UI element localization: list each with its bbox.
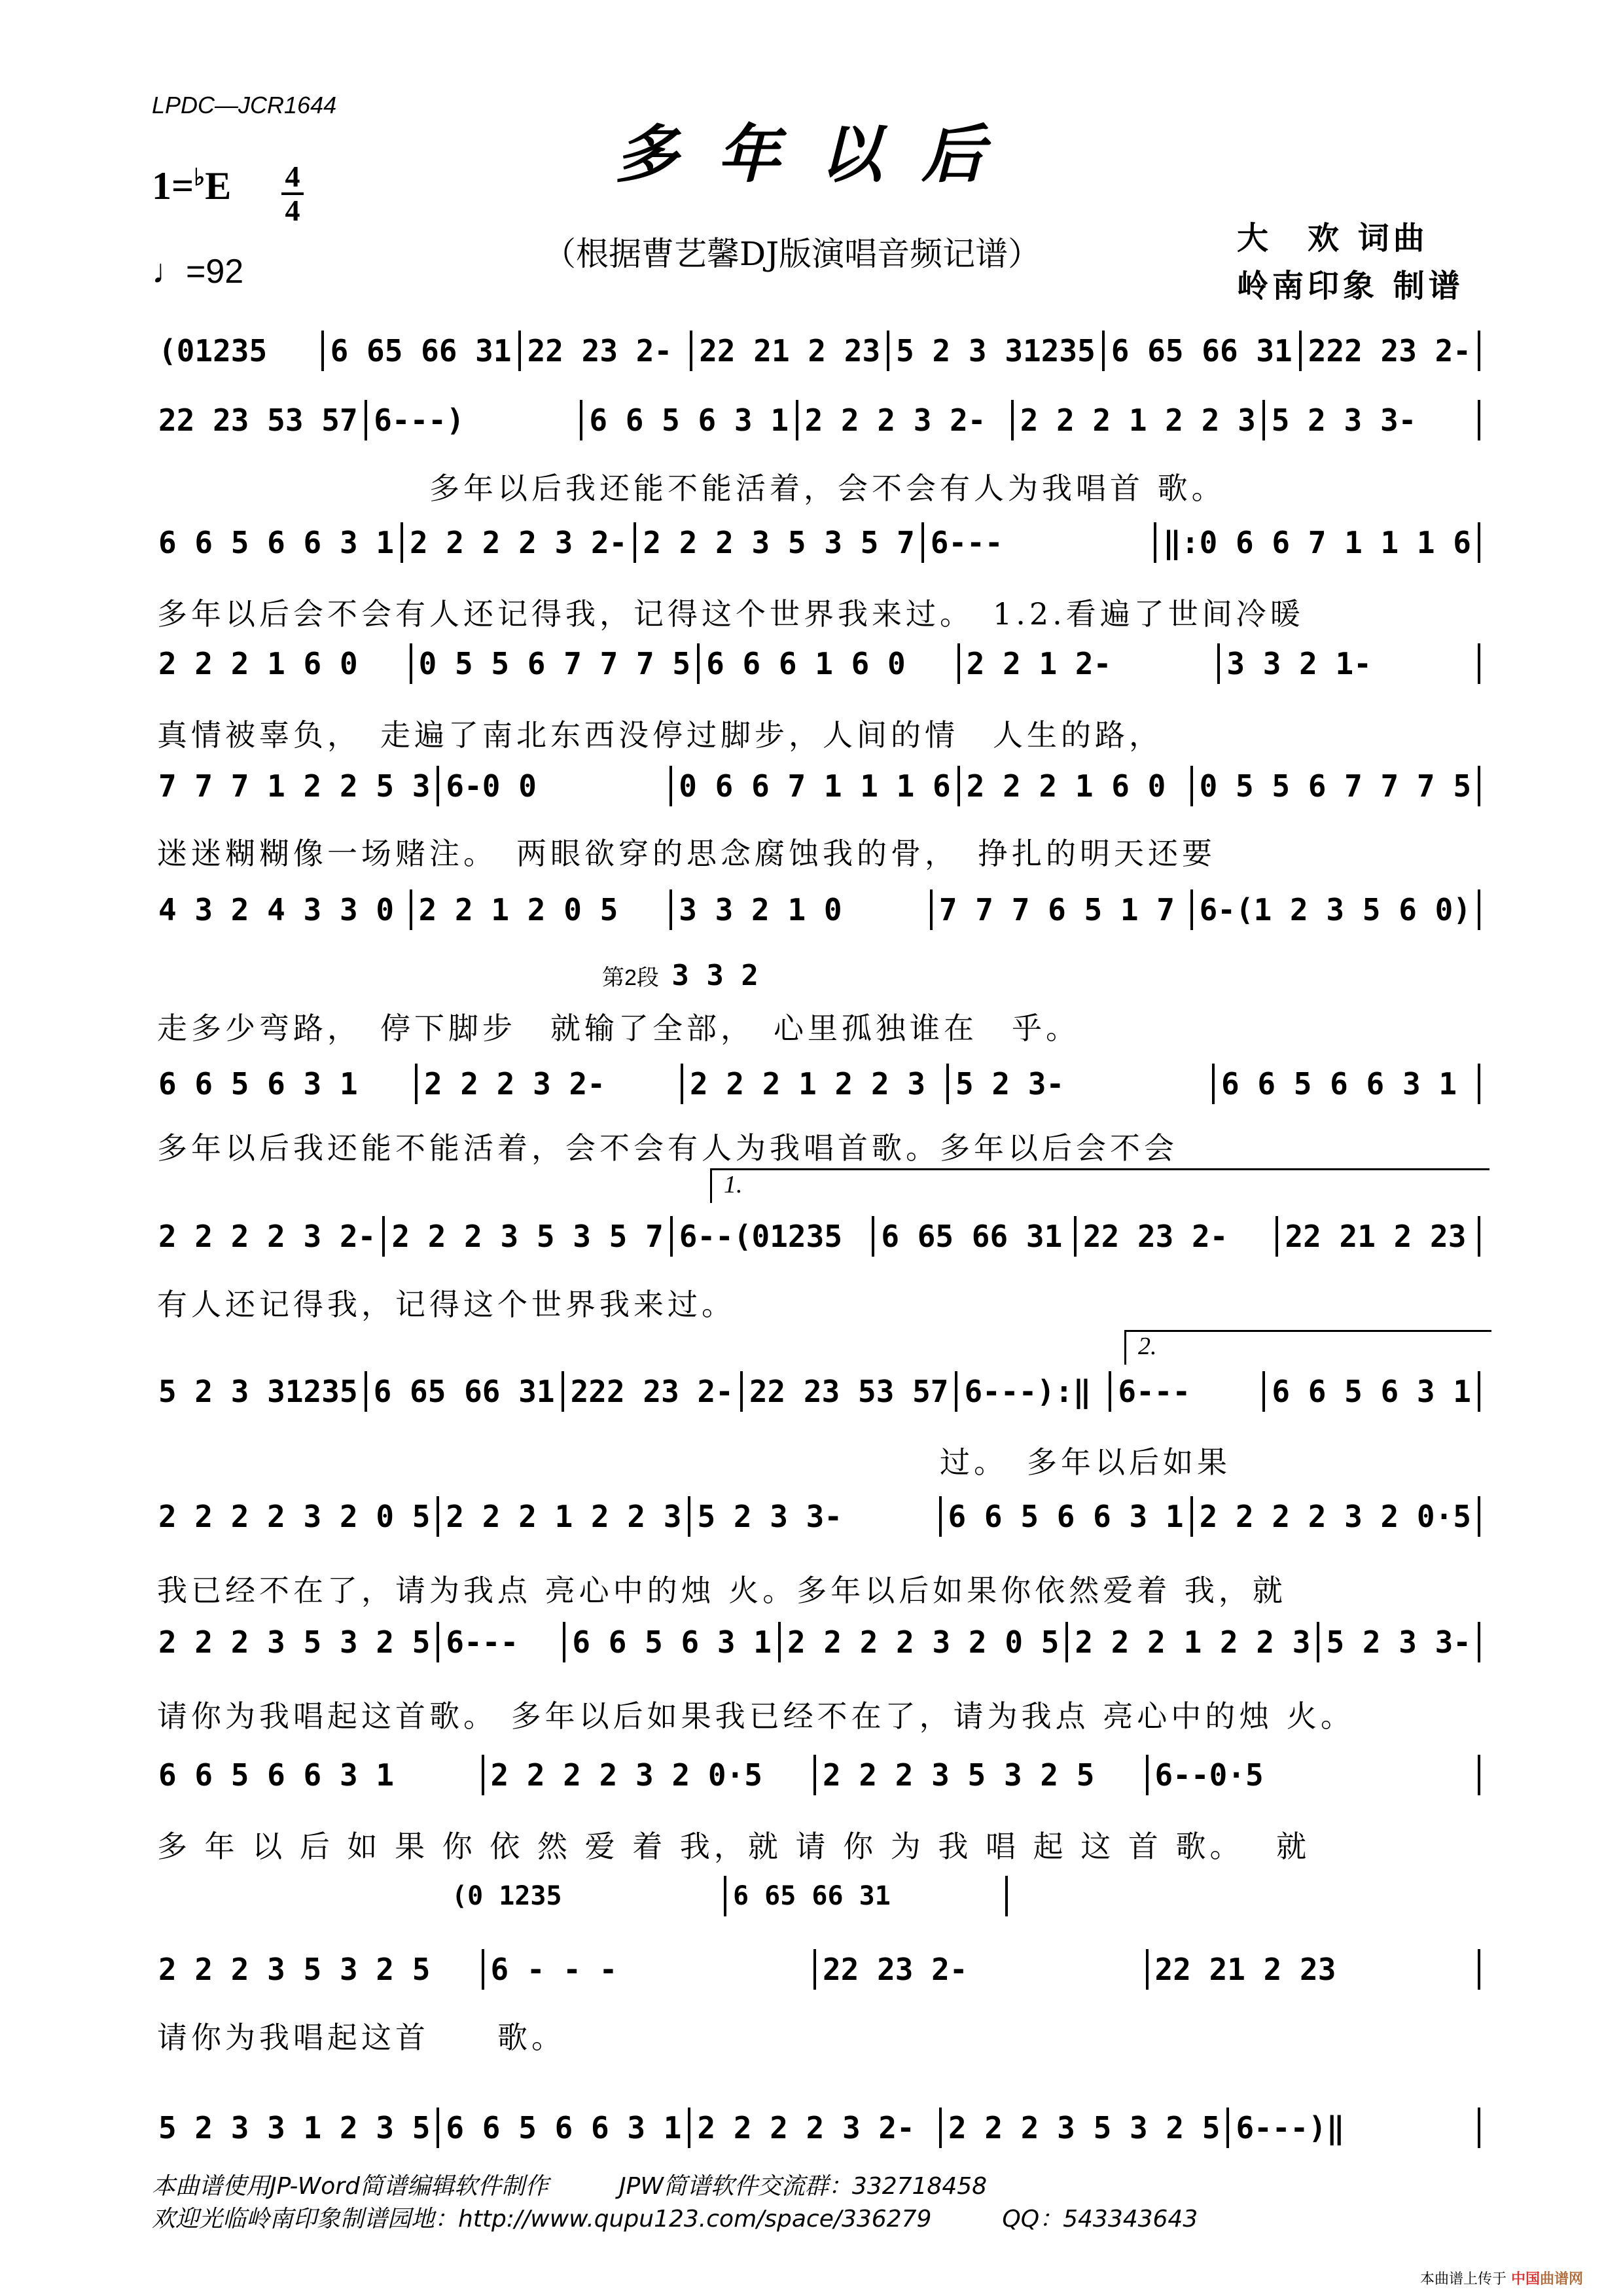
second-verse-notes: 3 3 2: [671, 959, 758, 992]
staff-row: [152, 1949, 1480, 1990]
measure: 6 6 5 6 6 3 1: [942, 1496, 1193, 1537]
subtitle: （根据曹艺馨DJ版演唱音频记谱）: [543, 235, 1041, 273]
staff-row: [152, 1622, 1480, 1662]
measure: 22 23 53 57: [743, 1371, 958, 1412]
measure: 2 2 2 1 2 2 3: [1014, 400, 1265, 440]
measure: ‖:0 6 6 7 1 1 1 6: [1156, 522, 1480, 563]
measure: 5 2 3 3-: [690, 1496, 941, 1537]
lyric-line: 我已经不在了，请为我点 亮心中的烛 火。多年以后如果你依然爱着 我，就: [157, 1573, 1287, 1608]
second-verse-label: 第2段: [602, 965, 659, 990]
measure: 2 2 2 3 5 3 5 7: [385, 1216, 672, 1257]
measure: 22 23 53 57: [152, 400, 367, 440]
measure: 7 7 7 1 2 2 5 3: [152, 766, 439, 806]
lyric-line: 请你为我唱起这首歌。 多年以后如果我已经不在了，请为我点 亮心中的烛 火。: [157, 1698, 1355, 1734]
measure: 2 2 2 3 5 3 2 5: [152, 1949, 484, 1990]
measure: 22 23 2-: [521, 331, 693, 371]
lyricist-credit: 大 欢 词曲: [1237, 220, 1429, 257]
measure: 2 2 2 2 3 2 0·5: [484, 1755, 817, 1795]
measure: 6 6 5 6 3 1: [565, 1622, 781, 1662]
brand-logo-a: 中国: [1511, 2271, 1541, 2287]
measure: 5 2 3 3 1 2 3 5: [152, 2108, 439, 2148]
staff-row: [152, 643, 1480, 684]
measure: 6-0 0: [439, 766, 672, 806]
score-code: LPDC—JCR1644: [152, 92, 337, 118]
staff-row: [152, 1496, 1480, 1537]
measure: 6---):‖: [957, 1371, 1111, 1412]
key-note: E: [205, 164, 232, 207]
measure: 2 2 1 2 0 5: [412, 889, 673, 930]
measure: 2 2 2 1 2 2 3: [1068, 1622, 1319, 1662]
measure: 6 6 5 6 6 3 1: [439, 2108, 690, 2148]
lyric-line: 走多少弯路， 停下脚步 就输了全部， 心里孤独谁在 乎。: [157, 1011, 1080, 1046]
measure: 2 2 2 3 5 3 2 5: [816, 1755, 1149, 1795]
measure: 2 2 2 1 2 2 3: [683, 1064, 949, 1104]
staff-row: [152, 331, 1480, 371]
measure: 5 2 3 31235: [152, 1371, 367, 1412]
measure: 6 65 66 31: [874, 1216, 1077, 1257]
measure: 2 2 2 3 2-: [798, 400, 1014, 440]
measure: 3 3 2 1 0: [672, 889, 933, 930]
measure: 22 21 2 23: [1278, 1216, 1480, 1257]
volta-second: 2.: [1124, 1330, 1491, 1365]
lyric-line: 多年以后会不会有人还记得我，记得这个世界我来过。 1.2.看遍了世间冷暖: [157, 596, 1304, 632]
measure: 6---: [924, 522, 1156, 563]
lyric-line: 真情被辜负， 走遍了南北东西没停过脚步，人间的情 人生的路，: [157, 717, 1163, 753]
measure: 2 2 2 3 5 3 5 7: [636, 522, 923, 563]
measure: 6 6 5 6 3 1: [152, 1064, 418, 1104]
lyric-line: 请你为我唱起这首 歌。: [157, 2020, 565, 2055]
measure: 2 2 2 3 5 3 2 5: [152, 1622, 439, 1662]
volta-first: 1.: [710, 1168, 1489, 1203]
lyric-line: 有人还记得我，记得这个世界我来过。: [157, 1287, 736, 1322]
measure: 5 2 3 3-: [1319, 1622, 1480, 1662]
measure: 2 2 2 2 3 2-: [152, 1216, 385, 1257]
staff-row: [152, 889, 1480, 930]
measure: (0 1235: [445, 1876, 726, 1916]
measure: 3 3 2 1-: [1220, 643, 1480, 684]
staff-row: [152, 2108, 1480, 2148]
staff-row: [152, 1371, 1480, 1412]
staff-row: [152, 522, 1480, 563]
measure: 2 2 2 2 3 2 0 5: [152, 1496, 439, 1537]
measure: 0 5 5 6 7 7 7 5: [1193, 766, 1480, 806]
measure: 5 2 3 3-: [1265, 400, 1480, 440]
footer-software-note: 本曲谱使用JP-Word简谱编辑软件制作 JPW简谱软件交流群：332718458: [152, 2173, 988, 2200]
measure: 6-(1 2 3 5 6 0): [1193, 889, 1480, 930]
lyric-line: 多年以后我还能不能活着，会不会有人为我唱首 歌。: [157, 471, 1226, 506]
measure: 222 23 2-: [1302, 331, 1480, 371]
staff-row: [152, 1064, 1480, 1104]
measure: 6 65 66 31: [324, 331, 521, 371]
lyric-line: 多年以后我还能不能活着，会不会有人为我唱首歌。多年以后会不会: [157, 1130, 1178, 1166]
measure: 6 - - -: [484, 1949, 817, 1990]
measure: 6 6 5 6 6 3 1: [152, 1755, 484, 1795]
measure: 6---)‖: [1229, 2108, 1480, 2148]
measure: 0 5 5 6 7 7 7 5: [412, 643, 700, 684]
measure: 6 65 66 31: [367, 1371, 564, 1412]
measure: 2 2 2 2 3 2 0 5: [781, 1622, 1068, 1662]
measure: 222 23 2-: [564, 1371, 743, 1412]
measure: 6---): [367, 400, 582, 440]
staff-row: [152, 1216, 1480, 1257]
instrumental-row: [445, 1876, 1008, 1916]
lyric-line: 迷迷糊糊像一场赌注。 两眼欲穿的思念腐蚀我的骨， 挣扎的明天还要: [157, 836, 1216, 871]
arranger-credit: 岭南印象 制谱: [1237, 268, 1464, 304]
measure: 22 21 2 23: [1149, 1949, 1481, 1990]
key-label: 1=: [152, 164, 194, 207]
measure: 2 2 2 1 6 0: [152, 643, 412, 684]
lyric-line: 过。 多年以后如果: [157, 1444, 1231, 1480]
brand-logo-b: 曲谱网: [1540, 2271, 1584, 2287]
measure: 7 7 7 6 5 1 7: [933, 889, 1193, 930]
measure: 6 6 5 6 3 1: [582, 400, 798, 440]
measure: 6 6 6 1 6 0: [700, 643, 960, 684]
measure: 6 6 5 6 6 3 1: [1215, 1064, 1480, 1104]
measure: 2 2 2 2 3 2 0·5: [1193, 1496, 1480, 1537]
song-title: 多年以后: [615, 117, 1024, 191]
measure: 5 2 3 31235: [889, 331, 1105, 371]
measure: 6 65 66 31: [726, 1876, 1008, 1916]
measure: 4 3 2 4 3 3 0: [152, 889, 412, 930]
measure: 0 6 6 7 1 1 1 6: [672, 766, 959, 806]
measure: (01235: [152, 331, 324, 371]
measure: 2 2 2 2 3 2-: [403, 522, 636, 563]
measure: 6 6 5 6 3 1: [1265, 1371, 1480, 1412]
measure: 22 23 2-: [816, 1949, 1149, 1990]
measure: 6---: [1111, 1371, 1265, 1412]
upload-label: 本曲谱上传于: [1420, 2271, 1507, 2287]
time-top: 4: [285, 160, 300, 193]
measure: 6 6 5 6 6 3 1: [152, 522, 403, 563]
measure: 5 2 3-: [949, 1064, 1215, 1104]
key-signature: [152, 164, 231, 209]
measure: 22 21 2 23: [692, 331, 889, 371]
measure: 22 23 2-: [1077, 1216, 1279, 1257]
measure: 6--0·5: [1149, 1755, 1481, 1795]
second-verse-marker: [602, 959, 758, 992]
measure: 2 2 2 3 5 3 2 5: [942, 2108, 1229, 2148]
flat-icon: ♭: [194, 164, 205, 190]
time-bottom: 4: [285, 194, 300, 227]
measure: 2 2 1 2-: [960, 643, 1221, 684]
staff-row: [152, 1755, 1480, 1795]
tempo-marking: ♩=92: [152, 253, 244, 291]
measure: 6--(01235: [673, 1216, 875, 1257]
measure: 2 2 2 1 2 2 3: [439, 1496, 690, 1537]
footer-site-note: 欢迎光临岭南印象制谱园地：http://www.qupu123.com/space/336279 QQ：543343643: [152, 2206, 1198, 2233]
staff-row: [152, 400, 1480, 440]
staff-row: [152, 766, 1480, 806]
measure: 2 2 2 3 2-: [418, 1064, 683, 1104]
measure: 6 65 66 31: [1105, 331, 1302, 371]
upload-badge: [1420, 2268, 1583, 2288]
lyric-line: 多 年 以 后 如 果 你 依 然 爱 着 我，就 请 你 为 我 唱 起 这 首 歌。 就: [157, 1829, 1311, 1864]
measure: 2 2 2 2 3 2-: [690, 2108, 942, 2148]
time-signature: [281, 162, 304, 225]
measure: 2 2 2 1 6 0: [960, 766, 1193, 806]
measure: 6---: [439, 1622, 565, 1662]
